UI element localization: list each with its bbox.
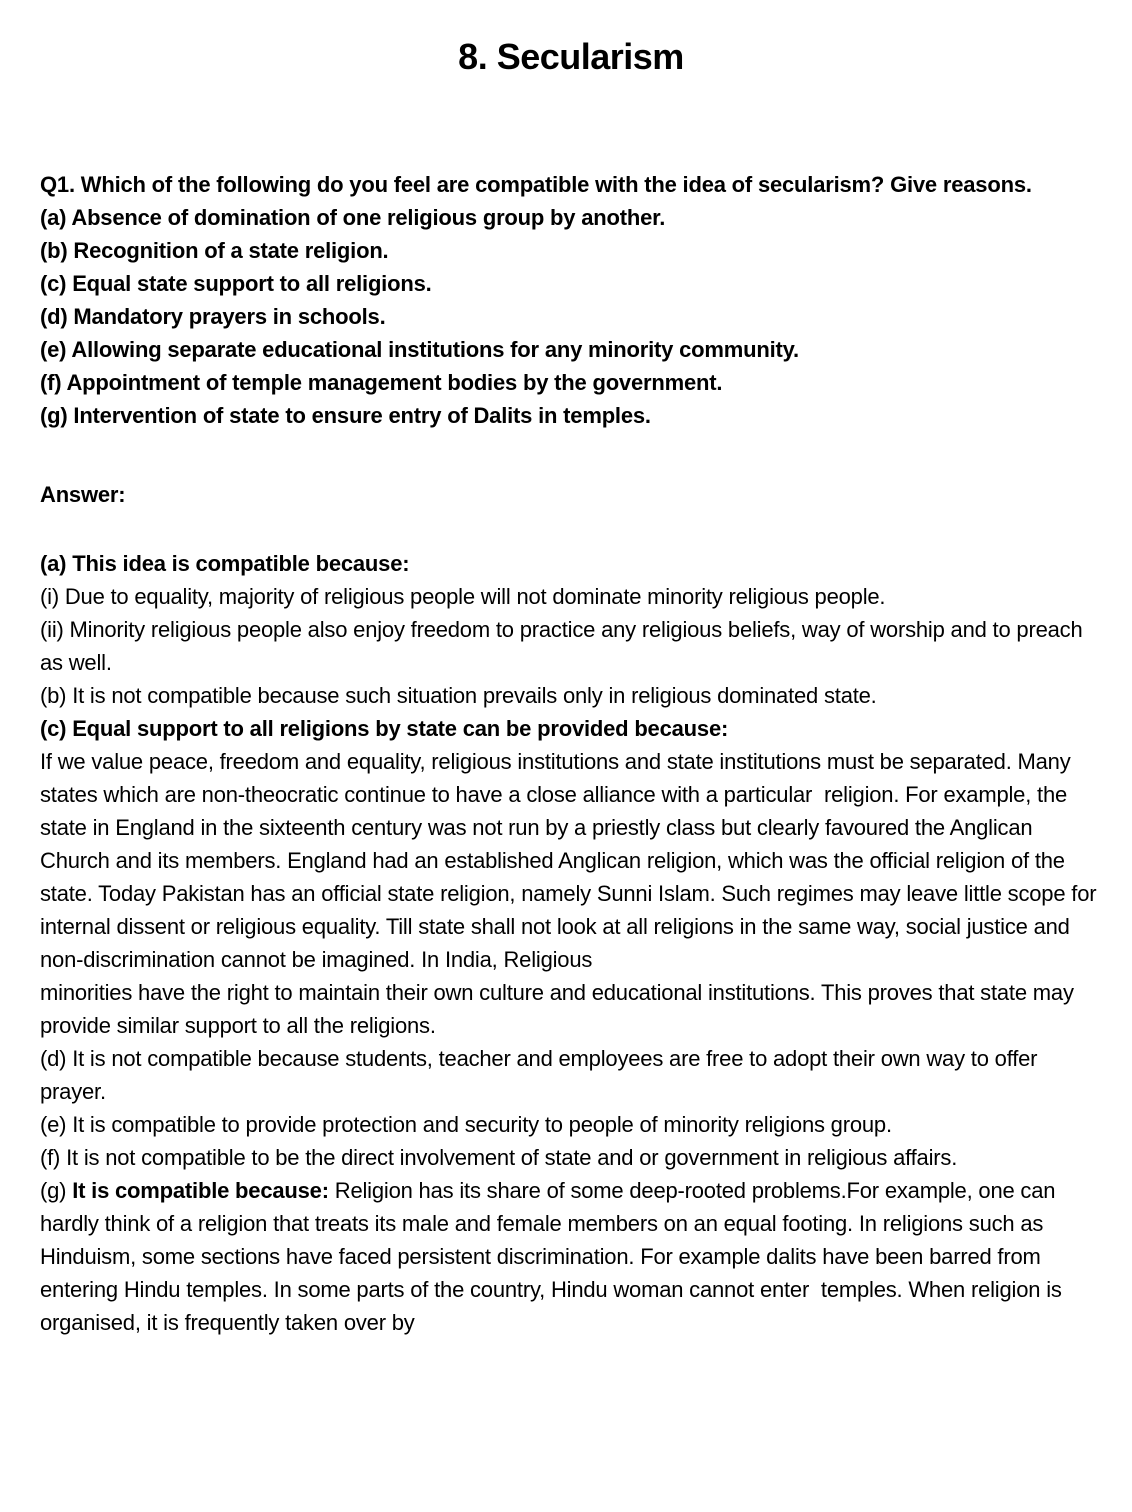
answer-paragraph: [40, 1108, 1102, 1141]
answer-paragraph: [40, 745, 1102, 976]
answer-paragraph: [40, 580, 1102, 613]
answer-paragraph: [40, 547, 1102, 580]
answer-text: (e) It is compatible to provide protection and security to people of minority religions group.: [40, 1112, 892, 1137]
answer-text: (f) It is not compatible to be the direct involvement of state and or government in religious affairs.: [40, 1145, 958, 1170]
question-option: (c) Equal state support to all religions.: [40, 271, 432, 296]
question-option: (e) Allowing separate educational institutions for any minority community.: [40, 337, 799, 362]
answer-text: minorities have the right to maintain their own culture and educational institutions. This proves that state may provide similar support to all the religions.: [40, 980, 1080, 1038]
question-option: (b) Recognition of a state religion.: [40, 238, 389, 263]
answer-bold-text: (c) Equal support to all religions by state can be provided because:: [40, 716, 729, 741]
question-heading: Q1. Which of the following do you feel are compatible with the idea of secularism? Give reasons.: [40, 172, 1032, 197]
answer-paragraph: [40, 679, 1102, 712]
answer-label: Answer:: [40, 482, 126, 507]
answer-text: Religion has its share of some deep-rooted problems.For example, one can hardly think of a religion that treats its male and female members on an equal footing. In religions such as Hinduism, some sections have faced persistent discrimination. For example dalits have been barred from entering Hindu temples. In some parts of the country, Hindu woman cannot enter temples. When religion is organised, it is frequently taken over by: [40, 1178, 1068, 1335]
question-section: [40, 168, 1102, 432]
answer-bold-text: (a) This idea is compatible because:: [40, 551, 410, 576]
answer-text: If we value peace, freedom and equality, religious institutions and state institutions must be separated. Many states which are non-theocratic continue to have a close alliance with a particular religion. For example, the state in England in the sixteenth century was not run by a priestly class but clearly favoured the Anglican Church and its members. England had an established Anglican religion, which was the official religion of the state. Today Pakistan has an official state religion, namely Sunni Islam. Such regimes may leave little scope for internal dissent or religious equality. Till state shall not look at all religions in the same way, social justice and non-discrimination cannot be imagined. In India, Religious: [40, 749, 1103, 972]
answer-text: (g): [40, 1178, 73, 1203]
answer-paragraph: [40, 1141, 1102, 1174]
answer-section: [40, 547, 1102, 1339]
answer-paragraph: [40, 1042, 1102, 1108]
page-title: 8. Secularism: [458, 36, 684, 77]
question-option: (d) Mandatory prayers in schools.: [40, 304, 386, 329]
answer-paragraph: [40, 976, 1102, 1042]
question-option: (g) Intervention of state to ensure entry of Dalits in temples.: [40, 403, 651, 428]
question-options-list: [40, 201, 1102, 432]
answer-bold-text: It is compatible because:: [72, 1178, 329, 1203]
question-option: (f) Appointment of temple management bodies by the government.: [40, 370, 723, 395]
question-option: (a) Absence of domination of one religious group by another.: [40, 205, 666, 230]
answer-text: (i) Due to equality, majority of religious people will not dominate minority religious people.: [40, 584, 886, 609]
answer-paragraph: [40, 712, 1102, 745]
answer-paragraph: [40, 613, 1102, 679]
answer-paragraph: [40, 1174, 1102, 1339]
answer-text: (d) It is not compatible because students, teacher and employees are free to adopt their own way to offer prayer.: [40, 1046, 1044, 1104]
answer-text: (ii) Minority religious people also enjoy freedom to practice any religious beliefs, way of worship and to preach as well.: [40, 617, 1089, 675]
answer-text: (b) It is not compatible because such situation prevails only in religious dominated state.: [40, 683, 877, 708]
